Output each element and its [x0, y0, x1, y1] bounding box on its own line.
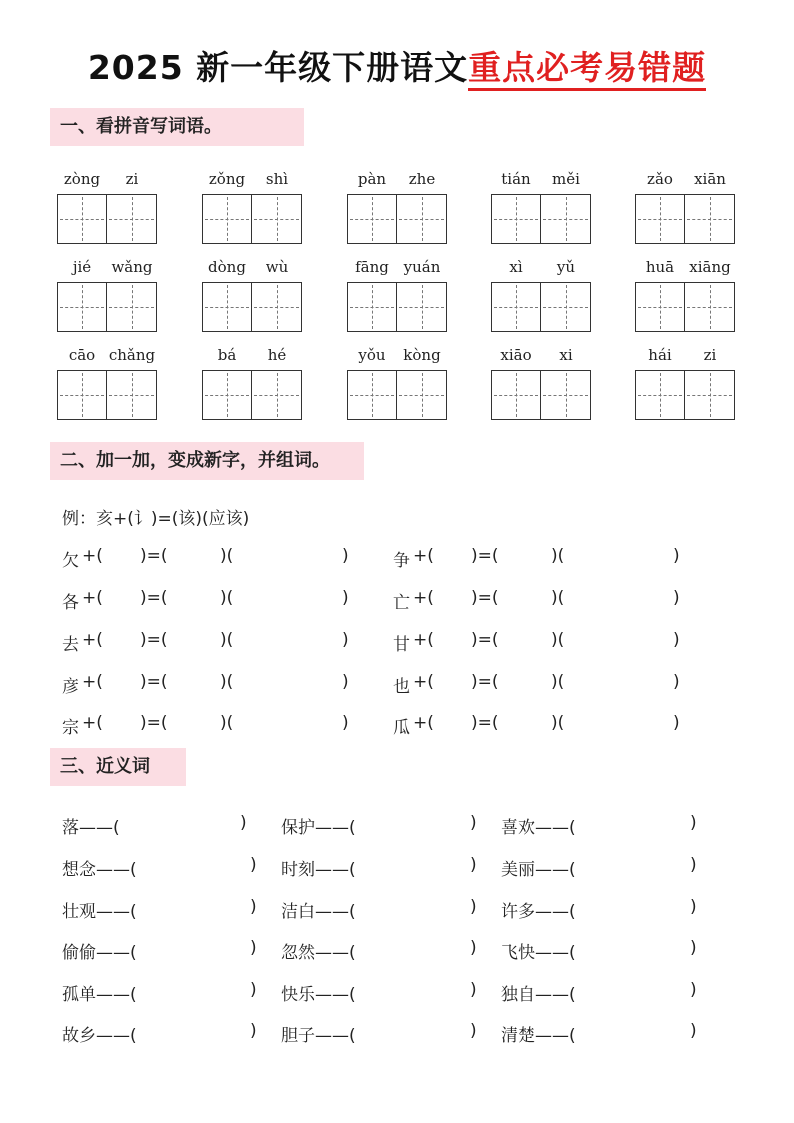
tianzige-cell[interactable]: [636, 195, 685, 243]
close-paren: ): [673, 672, 680, 692]
writing-box-pair: [347, 194, 447, 244]
equals-paren: )=(: [140, 672, 168, 692]
base-character: 争: [393, 551, 410, 571]
tianzige-cell[interactable]: [58, 195, 107, 243]
synonym-item: [281, 813, 356, 838]
synonym-item: [281, 897, 356, 922]
base-character: 各: [62, 593, 79, 613]
close-paren: ): [470, 1021, 477, 1041]
pinyin-syllable: xiāng: [689, 258, 731, 276]
equals-paren: )=(: [471, 588, 499, 608]
tianzige-cell[interactable]: [203, 371, 252, 419]
base-character: 甘: [393, 635, 410, 655]
close-paren: ): [690, 938, 697, 958]
close-paren: ): [690, 1021, 697, 1041]
tianzige-cell[interactable]: [636, 371, 685, 419]
pinyin-syllable: xiāo: [500, 346, 532, 364]
pinyin-word: [491, 258, 591, 338]
synonym-word: 喜欢: [501, 818, 535, 838]
synonym-word: 故乡: [62, 1026, 96, 1046]
close-paren: ): [250, 980, 257, 1000]
pinyin-label: [57, 346, 157, 368]
pinyin-syllable: fāng: [355, 258, 389, 276]
synonym-word: 清楚: [501, 1026, 535, 1046]
synonym-item: [62, 897, 137, 922]
writing-box-pair: [347, 370, 447, 420]
pinyin-label: [491, 258, 591, 280]
pinyin-word: [635, 346, 735, 426]
writing-box-pair: [202, 282, 302, 332]
synonym-item: [281, 1021, 356, 1046]
plus-paren: +(: [82, 588, 103, 608]
pinyin-syllable: hái: [648, 346, 672, 364]
close-paren: ): [690, 897, 697, 917]
word-paren: )(: [551, 672, 565, 692]
pinyin-syllable: tián: [501, 170, 531, 188]
tianzige-cell[interactable]: [203, 283, 252, 331]
pinyin-label: [347, 258, 447, 280]
pinyin-syllable: yuán: [403, 258, 441, 276]
synonym-word: 孤单: [62, 985, 96, 1005]
tianzige-cell[interactable]: [397, 371, 446, 419]
synonym-item: [62, 1021, 137, 1046]
writing-box-pair: [57, 194, 157, 244]
writing-box-pair: [635, 194, 735, 244]
pinyin-syllable: huā: [645, 258, 675, 276]
word-paren: )(: [551, 588, 565, 608]
tianzige-cell[interactable]: [348, 371, 397, 419]
close-paren: ): [470, 813, 477, 833]
tianzige-cell[interactable]: [541, 283, 590, 331]
close-paren: ): [470, 938, 477, 958]
plus-paren: +(: [82, 546, 103, 566]
section-heading-pinyin: 一、看拼音写词语。: [50, 108, 304, 146]
page-title: [0, 42, 794, 89]
pinyin-syllable: yǔ: [556, 258, 576, 276]
word-paren: )(: [220, 630, 234, 650]
close-paren: ): [470, 897, 477, 917]
synonym-word: 快乐: [281, 985, 315, 1005]
plus-paren: +(: [413, 546, 434, 566]
pinyin-label: [635, 170, 735, 192]
pinyin-row: [57, 170, 747, 250]
plus-paren: +(: [82, 630, 103, 650]
pinyin-syllable: cāo: [68, 346, 96, 364]
pinyin-word: [57, 170, 157, 250]
pinyin-syllable: chǎng: [108, 346, 156, 364]
tianzige-cell[interactable]: [685, 195, 734, 243]
equals-paren: )=(: [471, 672, 499, 692]
pinyin-syllable: kòng: [403, 346, 441, 364]
title-plain: 2025 新一年级下册语文: [87, 48, 469, 87]
close-paren: ): [470, 855, 477, 875]
dash-paren: ——(: [315, 902, 356, 922]
dash-paren: ——(: [96, 1026, 137, 1046]
pinyin-word: [491, 346, 591, 426]
pinyin-word: [202, 346, 302, 426]
synonym-item: [501, 897, 576, 922]
synonym-word: 忽然: [281, 943, 315, 963]
dash-paren: ——(: [96, 860, 137, 880]
pinyin-label: [491, 346, 591, 368]
close-paren: ): [250, 855, 257, 875]
word-paren: )(: [551, 713, 565, 733]
pinyin-syllable: xi: [559, 346, 573, 364]
equals-paren: )=(: [140, 630, 168, 650]
equals-paren: )=(: [471, 546, 499, 566]
title-highlight: 重点必考易错题: [468, 48, 707, 87]
equals-paren: )=(: [140, 588, 168, 608]
tianzige-cell[interactable]: [107, 283, 156, 331]
synonym-item: [501, 1021, 576, 1046]
word-paren: )(: [551, 546, 565, 566]
dash-paren: ——(: [535, 902, 576, 922]
pinyin-syllable: wù: [265, 258, 289, 276]
close-paren: ): [342, 672, 349, 692]
dash-paren: ——(: [535, 943, 576, 963]
equals-paren: )=(: [140, 546, 168, 566]
pinyin-syllable: zhe: [408, 170, 436, 188]
synonym-word: 美丽: [501, 860, 535, 880]
synonym-item: [62, 980, 137, 1005]
tianzige-cell[interactable]: [107, 371, 156, 419]
pinyin-word: [347, 258, 447, 338]
tianzige-cell[interactable]: [397, 195, 446, 243]
pinyin-syllable: jié: [72, 258, 92, 276]
tianzige-cell[interactable]: [492, 195, 541, 243]
synonym-word: 独自: [501, 985, 535, 1005]
pinyin-syllable: pàn: [357, 170, 387, 188]
synonym-word: 落: [62, 818, 79, 838]
tianzige-cell[interactable]: [348, 283, 397, 331]
tianzige-cell[interactable]: [541, 371, 590, 419]
plus-paren: +(: [82, 672, 103, 692]
tianzige-cell[interactable]: [492, 283, 541, 331]
tianzige-cell[interactable]: [348, 195, 397, 243]
synonym-item: [501, 855, 576, 880]
base-character: 宗: [62, 718, 79, 738]
close-paren: ): [690, 855, 697, 875]
pinyin-syllable: hé: [267, 346, 287, 364]
synonym-item: [501, 813, 576, 838]
synonym-word: 时刻: [281, 860, 315, 880]
synonym-word: 保护: [281, 818, 315, 838]
pinyin-word: [491, 170, 591, 250]
word-paren: )(: [220, 588, 234, 608]
pinyin-syllable: zi: [703, 346, 717, 364]
synonym-item: [62, 813, 120, 838]
base-character: 欠: [62, 551, 79, 571]
plus-paren: +(: [413, 588, 434, 608]
tianzige-cell[interactable]: [252, 195, 301, 243]
tianzige-cell[interactable]: [397, 283, 446, 331]
tianzige-cell[interactable]: [541, 195, 590, 243]
tianzige-cell[interactable]: [685, 283, 734, 331]
pinyin-word: [57, 258, 157, 338]
pinyin-word: [635, 258, 735, 338]
pinyin-syllable: bá: [217, 346, 237, 364]
close-paren: ): [250, 897, 257, 917]
pinyin-syllable: zǒng: [208, 170, 246, 188]
writing-box-pair: [635, 370, 735, 420]
dash-paren: ——(: [315, 985, 356, 1005]
writing-box-pair: [202, 194, 302, 244]
section-heading-synonyms: 三、近义词: [50, 748, 186, 786]
writing-box-pair: [491, 282, 591, 332]
synonym-word: 想念: [62, 860, 96, 880]
close-paren: ): [690, 980, 697, 1000]
tianzige-cell[interactable]: [107, 195, 156, 243]
pinyin-word: [347, 170, 447, 250]
close-paren: ): [250, 1021, 257, 1041]
close-paren: ): [342, 713, 349, 733]
pinyin-label: [202, 346, 302, 368]
pinyin-syllable: zòng: [63, 170, 101, 188]
tianzige-cell[interactable]: [252, 283, 301, 331]
word-paren: )(: [551, 630, 565, 650]
synonym-word: 偷偷: [62, 943, 96, 963]
close-paren: ): [342, 630, 349, 650]
close-paren: ): [690, 813, 697, 833]
dash-paren: ——(: [315, 1026, 356, 1046]
plus-paren: +(: [413, 630, 434, 650]
synonym-word: 洁白: [281, 902, 315, 922]
close-paren: ): [342, 588, 349, 608]
close-paren: ): [673, 713, 680, 733]
synonym-item: [62, 855, 137, 880]
close-paren: ): [250, 938, 257, 958]
pinyin-word: [635, 170, 735, 250]
tianzige-cell[interactable]: [685, 371, 734, 419]
dash-paren: ——(: [96, 902, 137, 922]
synonym-item: [501, 980, 576, 1005]
tianzige-cell[interactable]: [492, 371, 541, 419]
pinyin-label: [635, 258, 735, 280]
dash-paren: ——(: [535, 985, 576, 1005]
pinyin-label: [57, 170, 157, 192]
base-character: 亡: [393, 593, 410, 613]
writing-box-pair: [491, 194, 591, 244]
close-paren: ): [470, 980, 477, 1000]
dash-paren: ——(: [535, 860, 576, 880]
pinyin-label: [202, 170, 302, 192]
pinyin-syllable: měi: [552, 170, 580, 188]
synonym-word: 许多: [501, 902, 535, 922]
pinyin-syllable: zi: [125, 170, 139, 188]
word-paren: )(: [220, 672, 234, 692]
pinyin-row: [57, 258, 747, 338]
pinyin-word: [57, 346, 157, 426]
pinyin-label: [491, 170, 591, 192]
equals-paren: )=(: [471, 713, 499, 733]
dash-paren: ——(: [79, 818, 120, 838]
pinyin-row: [57, 346, 747, 426]
pinyin-syllable: xiān: [694, 170, 726, 188]
pinyin-syllable: xì: [509, 258, 523, 276]
writing-box-pair: [347, 282, 447, 332]
pinyin-syllable: zǎo: [647, 170, 673, 188]
dash-paren: ——(: [535, 818, 576, 838]
synonym-item: [281, 980, 356, 1005]
synonym-word: 飞快: [501, 943, 535, 963]
tianzige-cell[interactable]: [58, 371, 107, 419]
plus-paren: +(: [413, 672, 434, 692]
base-character: 去: [62, 635, 79, 655]
pinyin-label: [635, 346, 735, 368]
pinyin-syllable: dòng: [208, 258, 246, 276]
tianzige-cell[interactable]: [252, 371, 301, 419]
writing-box-pair: [202, 370, 302, 420]
close-paren: ): [342, 546, 349, 566]
base-character: 彦: [62, 677, 79, 697]
word-paren: )(: [220, 713, 234, 733]
pinyin-label: [57, 258, 157, 280]
tianzige-cell[interactable]: [58, 283, 107, 331]
synonym-item: [281, 938, 356, 963]
base-character: 也: [393, 677, 410, 697]
pinyin-word: [202, 170, 302, 250]
pinyin-label: [202, 258, 302, 280]
writing-box-pair: [57, 370, 157, 420]
dash-paren: ——(: [96, 985, 137, 1005]
dash-paren: ——(: [96, 943, 137, 963]
writing-box-pair: [491, 370, 591, 420]
synonym-item: [281, 855, 356, 880]
close-paren: ): [240, 813, 247, 833]
close-paren: ): [673, 630, 680, 650]
section-heading-add-components: 二、加一加，变成新字，并组词。: [50, 442, 364, 480]
writing-box-pair: [57, 282, 157, 332]
pinyin-word: [347, 346, 447, 426]
word-paren: )(: [220, 546, 234, 566]
pinyin-label: [347, 170, 447, 192]
plus-paren: +(: [413, 713, 434, 733]
dash-paren: ——(: [535, 1026, 576, 1046]
dash-paren: ——(: [315, 860, 356, 880]
pinyin-label: [347, 346, 447, 368]
synonym-word: 壮观: [62, 902, 96, 922]
tianzige-cell[interactable]: [203, 195, 252, 243]
pinyin-syllable: wǎng: [111, 258, 153, 276]
dash-paren: ——(: [315, 943, 356, 963]
plus-paren: +(: [82, 713, 103, 733]
base-character: 瓜: [393, 718, 410, 738]
close-paren: ): [673, 588, 680, 608]
synonym-word: 胆子: [281, 1026, 315, 1046]
pinyin-syllable: shì: [265, 170, 289, 188]
writing-box-pair: [635, 282, 735, 332]
tianzige-cell[interactable]: [636, 283, 685, 331]
equals-paren: )=(: [140, 713, 168, 733]
synonym-item: [501, 938, 576, 963]
example-line: 例：亥+(讠)=(该)(应该): [62, 509, 250, 529]
pinyin-word: [202, 258, 302, 338]
equals-paren: )=(: [471, 630, 499, 650]
close-paren: ): [673, 546, 680, 566]
synonym-item: [62, 938, 137, 963]
pinyin-syllable: yǒu: [358, 346, 386, 364]
dash-paren: ——(: [315, 818, 356, 838]
